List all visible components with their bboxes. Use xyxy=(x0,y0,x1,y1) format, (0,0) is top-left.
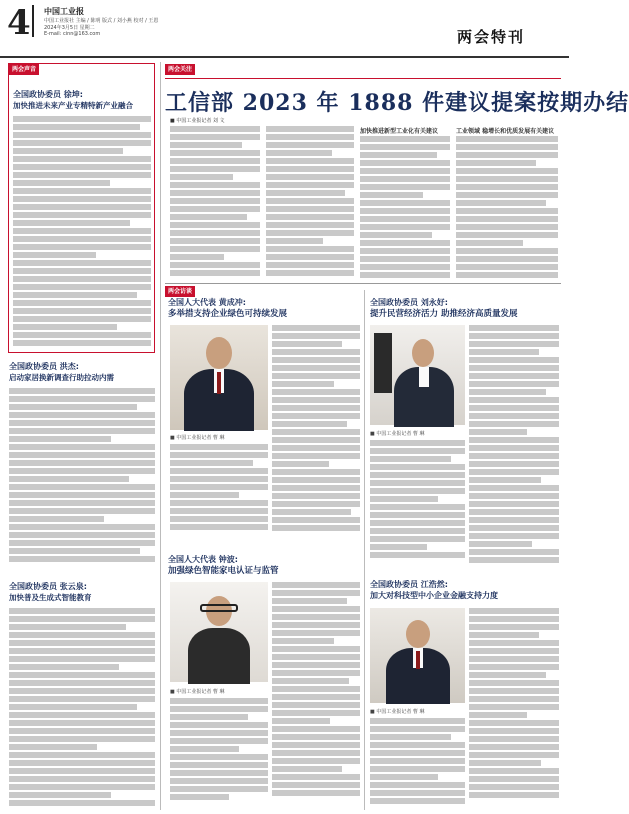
interview-4-photo xyxy=(370,608,465,703)
masthead-meta-1: 中国工业报社 主编 / 陈明 版式 / 刘小燕 校对 / 王恩 xyxy=(44,18,159,24)
article-2-subtitle: 启动家居换新调查行助拉动内需 xyxy=(9,373,114,382)
interview-1-subtitle: 多举措支持企业绿色可持续发展 xyxy=(168,309,288,319)
interview-3-photo xyxy=(170,582,268,682)
interview-1-photo xyxy=(170,325,268,430)
interview-4-body-bottom xyxy=(370,718,465,808)
column-rule-left xyxy=(160,62,161,810)
main-tag-rule xyxy=(165,78,561,79)
interview-1-body-right xyxy=(272,325,360,540)
section-title: 两会特刊 xyxy=(457,28,526,46)
main-body-col-2 xyxy=(266,126,354,280)
interview-1-title: 全国人大代表 黄成冲: xyxy=(168,298,246,307)
interview-2-body-bottom xyxy=(370,440,465,570)
masthead xyxy=(0,0,569,58)
left-section-tag: 两会声音 xyxy=(9,64,39,75)
article-1-title: 全国政协委员 徐坤: xyxy=(13,90,83,99)
main-body-col-3 xyxy=(360,136,450,280)
section-divider xyxy=(165,283,561,284)
interview-3-body-bottom xyxy=(170,698,268,808)
paper-name: 中国工业报 xyxy=(44,7,84,16)
interview-3-subtitle: 加强绿色智能家电认证与监管 xyxy=(168,566,279,576)
main-body-col-4 xyxy=(456,136,558,280)
interview-4-title: 全国政协委员 江浩然: xyxy=(370,580,448,589)
article-2-title: 全国政协委员 洪杰: xyxy=(9,362,79,371)
interviews-section-tag: 两会访谈 xyxy=(165,286,195,297)
interview-2-caption: ■ 中国工业报记者 曹 琳 xyxy=(370,431,425,437)
interview-1-body-bottom xyxy=(170,444,268,540)
article-1-subtitle: 加快推进未来产业专精特新产业融合 xyxy=(13,101,133,110)
article-2-body xyxy=(9,388,155,564)
interview-4-subtitle: 加大对科技型中小企业金融支持力度 xyxy=(370,591,498,600)
masthead-meta-2: 2024年3月5日 星期二 xyxy=(44,25,95,31)
column-rule-center xyxy=(364,290,365,810)
interview-3-body-right xyxy=(272,582,360,807)
article-3-subtitle: 加快普及生成式智能教育 xyxy=(9,593,92,602)
page-number-divider xyxy=(32,5,34,37)
main-headline: 工信部 2023 年 1888 件建议提案按期办结 xyxy=(165,90,629,116)
masthead-meta-3: E-mail: cinn@163.com xyxy=(44,31,101,37)
main-subhead-1: 加快推进新型工业化有关建议 xyxy=(360,128,439,135)
article-3-title: 全国政协委员 张云泉: xyxy=(9,582,87,591)
interview-2-title: 全国政协委员 刘永好: xyxy=(370,298,448,307)
page-number: 4 xyxy=(7,3,31,43)
interview-3-title: 全国人大代表 钟波: xyxy=(168,555,238,564)
interview-4-caption: ■ 中国工业报记者 曹 琳 xyxy=(370,709,425,715)
main-byline: ■ 中国工业报记者 刘 文 xyxy=(170,118,225,124)
article-1-body xyxy=(13,116,151,348)
interview-2-body-right xyxy=(469,325,559,570)
main-subhead-2: 工业领域 稳增长和优质发展有关建议 xyxy=(456,128,555,135)
interview-3-caption: ■ 中国工业报记者 曹 琳 xyxy=(170,689,225,695)
interview-4-body-right xyxy=(469,608,559,808)
article-3-body xyxy=(9,608,155,808)
interview-2-photo xyxy=(370,325,465,425)
interview-2-subtitle: 提升民营经济活力 助推经济高质量发展 xyxy=(370,309,518,319)
main-body-col-1 xyxy=(170,126,260,280)
interview-1-caption: ■ 中国工业报记者 曹 琳 xyxy=(170,435,225,441)
main-section-tag: 两会关注 xyxy=(165,64,195,75)
